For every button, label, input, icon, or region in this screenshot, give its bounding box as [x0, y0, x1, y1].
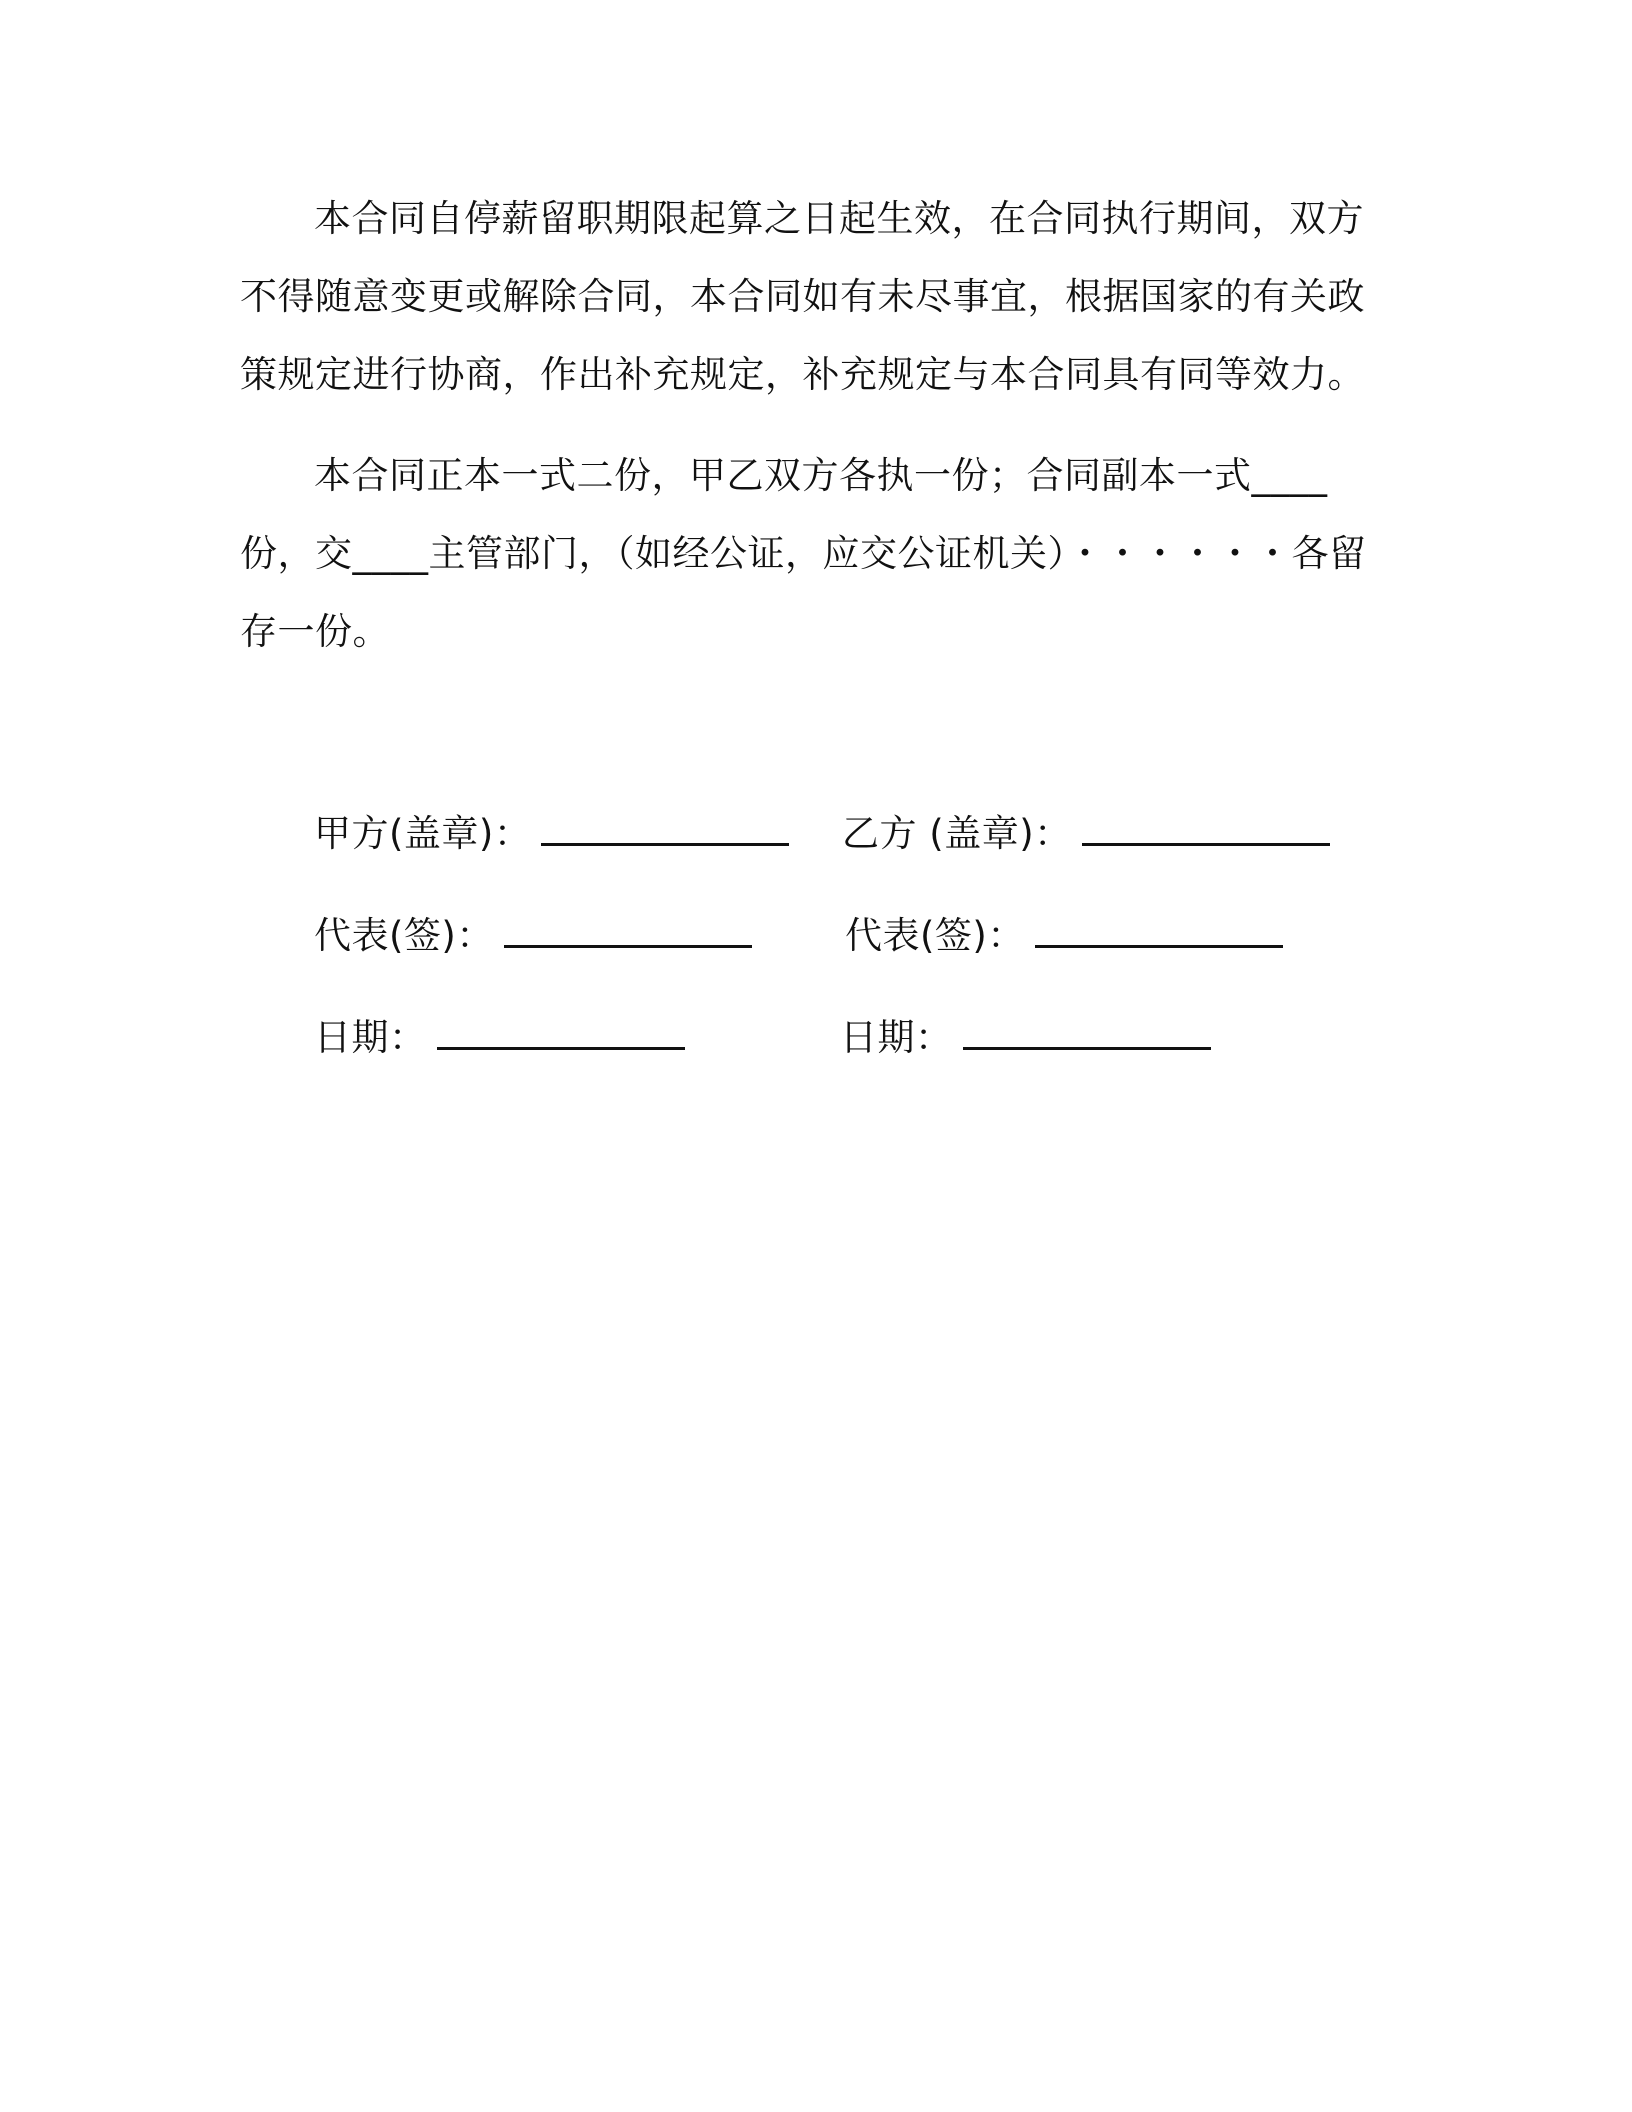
- party-b-rep-blank[interactable]: [1035, 917, 1283, 948]
- party-b-date-label: 日期：: [840, 1016, 953, 1059]
- party-a-date-blank[interactable]: [437, 1019, 685, 1050]
- party-a-rep-blank[interactable]: [504, 917, 752, 948]
- party-a-rep-line: [314, 910, 752, 962]
- party-a-date-line: [314, 1012, 685, 1064]
- party-b-seal-label: 乙方 (盖章)：: [842, 812, 1072, 855]
- party-a-rep-label: 代表(签)：: [314, 914, 494, 957]
- contract-effect-paragraph: 本合同自停薪留职期限起算之日起生效，在合同执行期间，双方不得随意变更或解除合同，本合同如有未尽事宜，根据国家的有关政策规定进行协商，作出补充规定，补充规定与本合同具有同等效力。: [240, 197, 1365, 396]
- party-b-rep-label: 代表(签)：: [845, 914, 1025, 957]
- party-a-seal-blank[interactable]: [541, 815, 789, 846]
- party-b-rep-line: [845, 910, 1283, 962]
- party-a-seal-line: [314, 808, 789, 860]
- party-b-seal-line: [842, 808, 1330, 860]
- party-b-date-line: [840, 1012, 1211, 1064]
- party-b-date-blank[interactable]: [963, 1019, 1211, 1050]
- party-a-date-label: 日期：: [314, 1016, 427, 1059]
- party-a-seal-label: 甲方(盖章)：: [314, 812, 532, 855]
- party-b-seal-blank[interactable]: [1082, 815, 1330, 846]
- contract-copies-paragraph: 本合同正本一式二份，甲乙双方各执一份；合同副本一式____份，交____主管部门，（如经公证，应交公证机关）・・・・・・各留存一份。: [240, 454, 1367, 653]
